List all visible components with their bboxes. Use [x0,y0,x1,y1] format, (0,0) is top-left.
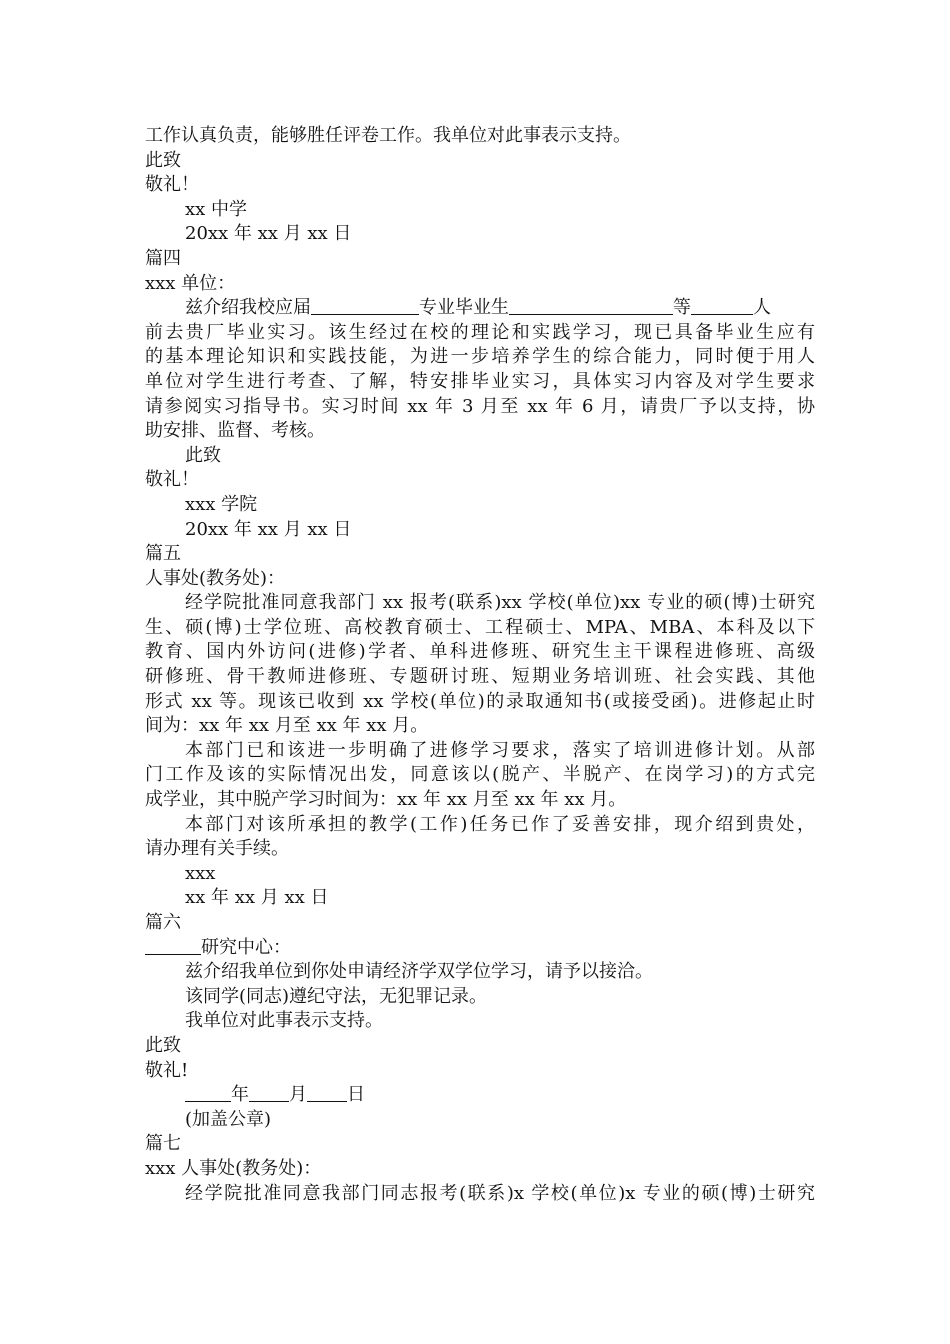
text-line-with-blanks [145,296,815,321]
text-line: 成学业，其中脱产学习时间为：xx 年 xx 月至 xx 年 xx 月。 [145,789,627,811]
closing-regards: 敬礼！ [145,174,199,196]
text-fragment: 等 [673,297,691,319]
text-line: 门工作及该的实际情况出发，同意该以(脱产、半脱产、在岗学习)的方式完 [145,764,815,786]
text-line: 前去贵厂毕业实习。该生经过在校的理论和实践学习，现已具备毕业生应有 [145,321,815,343]
text-line: 研修班、骨干教师进修班、专题研讨班、短期业务培训班、社会实践、其他 [145,666,815,688]
text-fragment: 兹介绍我校应届 [185,297,311,319]
fill-blank [307,1083,347,1102]
closing-regards: 敬礼！ [145,469,199,491]
text-fragment: 日 [347,1084,365,1106]
text-line: 工作认真负责，能够胜任评卷工作。我单位对此事表示支持。 [145,125,631,146]
section-heading: 篇四 [145,247,181,269]
text-line: 形式 xx 等。现该已收到 xx 学校(单位)的录取通知书(或接受函)。进修起止时 [145,690,815,712]
fill-blank [145,936,201,955]
section-heading: 篇六 [145,912,181,933]
date-blanks [145,1083,815,1108]
fill-blank [185,1083,231,1102]
fill-blank [311,296,419,315]
fill-blank [509,296,673,315]
signature-date: 20xx 年 xx 月 xx 日 [185,223,352,245]
text-line: 兹介绍我单位到你处申请经济学双学位学习，请予以接洽。 [185,961,653,983]
addressee: xxx 单位： [145,272,236,294]
signature-date: 20xx 年 xx 月 xx 日 [185,518,352,540]
text-line: 经学院批准同意我部门同志报考(联系)x 学校(单位)x 专业的硕(博)士研究 [185,1182,815,1204]
text-line: 本部门对该所承担的教学(工作)任务已作了妥善安排，现介绍到贵处， [185,813,815,835]
text-line: 本部门已和该进一步明确了进修学习要求，落实了培训进修计划。从部 [185,739,815,761]
text-fragment: 研究中心： [201,936,291,958]
text-line: 经学院批准同意我部门 xx 报考(联系)xx 学校(单位)xx 专业的硕(博)士研究 [185,592,815,614]
addressee: 人事处(教务处)： [145,567,286,589]
addressee [145,936,815,961]
text-fragment: 月 [289,1084,307,1106]
text-line: 单位对学生进行考查、了解，特安排毕业实习，具体实习内容及对学生要求 [145,370,815,392]
closing-salutation: 此致 [145,1034,181,1056]
text-line: 请参阅实习指导书。实习时间 xx 年 3 月至 xx 年 6 月，请贵厂予以支持，协 [145,395,815,417]
closing-salutation: 此致 [185,444,221,466]
text-line: 我单位对此事表示支持。 [185,1010,383,1032]
fill-blank [249,1083,289,1102]
signature-org: xxx 学院 [185,493,258,515]
text-line: 助安排、监督、考核。 [145,420,325,442]
text-fragment: 专业毕业生 [419,297,509,319]
text-line: 请办理有关手续。 [145,838,289,860]
signature-org: xxx [185,862,216,884]
text-line: 生、硕(博)士学位班、高校教育硕士、工程硕士、MPA、MBA、本科及以下 [145,616,815,638]
text-line: 的基本理论知识和实践技能，为进一步培养学生的综合能力，同时便于用人 [145,346,815,368]
section-heading: 篇五 [145,543,181,565]
signature-date: xx 年 xx 月 xx 日 [185,887,329,909]
closing-salutation: 此致 [145,149,181,171]
addressee: xxx 人事处(教务处)： [145,1157,322,1179]
fill-blank [691,296,753,315]
text-line: 该同学(同志)遵纪守法，无犯罪记录。 [185,985,488,1007]
section-heading: 篇七 [145,1133,181,1155]
text-line: 教育、国内外访问(进修)学者、单科进修班、研究生主干课程进修班、高级 [145,641,815,663]
text-fragment: 年 [231,1084,249,1106]
closing-regards: 敬礼! [145,1059,189,1081]
signature-org: xx 中学 [185,198,248,220]
text-line: 间为：xx 年 xx 月至 xx 年 xx 月。 [145,715,429,737]
document-page [145,124,815,1206]
seal-note: (加盖公章) [185,1108,272,1130]
text-fragment: 人 [753,297,771,319]
